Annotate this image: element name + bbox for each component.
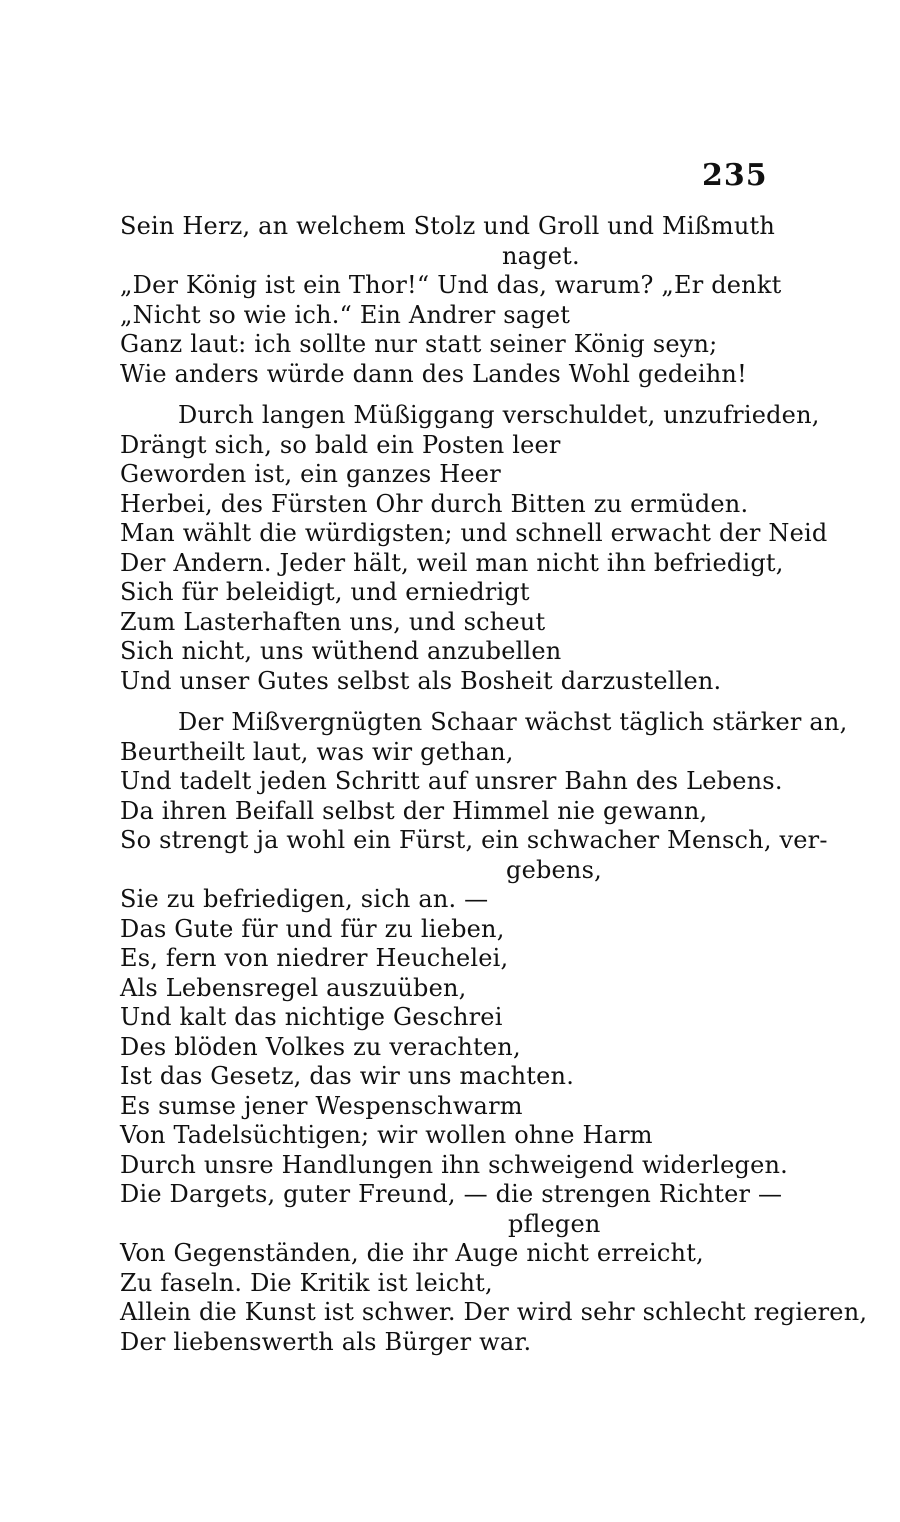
verse-line: Der Mißvergnügten Schaar wächst täglich stärker an,: [178, 708, 848, 736]
poem-text: [120, 212, 868, 1357]
verse-line: Des blöden Volkes zu verachten,: [120, 1032, 521, 1061]
stanza-2: [120, 401, 828, 696]
verse-line: Man wählt die würdigsten; und schnell erwacht der Neid: [120, 519, 828, 547]
stanza-1: [120, 212, 780, 389]
verse-line: Da ihren Beifall selbst der Himmel nie gewann,: [120, 796, 708, 825]
verse-line: Geworden ist, ein ganzes Heer: [120, 460, 501, 488]
verse-line: Und tadelt jeden Schritt auf unsrer Bahn des Lebens.: [120, 767, 783, 795]
verse-line: Und unser Gutes selbst als Bosheit darzustellen.: [120, 666, 722, 695]
verse-line: Beurtheilt laut, was wir gethan,: [120, 737, 514, 766]
verse-line: Herbei, des Fürsten Ohr durch Bitten zu ermüden.: [120, 489, 749, 518]
verse-line: Und kalt das nichtige Geschrei: [120, 1003, 503, 1031]
verse-line: Zum Lasterhaften uns, und scheut: [120, 607, 546, 636]
verse-line: Wie anders würde dann des Landes Wohl gedeihn!: [120, 359, 747, 388]
verse-line: Die Dargets, guter Freund, — die strengen Richter —: [120, 1180, 783, 1208]
verse-line: Allein die Kunst ist schwer. Der wird sehr schlecht regieren,: [120, 1298, 868, 1326]
verse-line-continuation: gebens,: [506, 855, 602, 884]
verse-line: Sie zu befriedigen, sich an. —: [120, 885, 489, 913]
verse-line: Sich für beleidigt, und erniedrigt: [120, 578, 530, 606]
verse-line: Von Tadelsüchtigen; wir wollen ohne Harm: [120, 1121, 653, 1149]
verse-line: Zu faseln. Die Kritik ist leicht,: [120, 1268, 493, 1297]
stanza-3: [120, 708, 868, 1357]
verse-line: „Nicht so wie ich.“ Ein Andrer saget: [120, 300, 571, 329]
verse-line-continuation: naget.: [502, 241, 580, 270]
verse-line: Der liebenswerth als Bürger war.: [120, 1327, 532, 1356]
verse-line: Als Lebensregel auszuüben,: [120, 973, 467, 1002]
verse-line: Das Gute für und für zu lieben,: [120, 914, 505, 943]
verse-line: Sich nicht, uns wüthend anzubellen: [120, 637, 562, 665]
verse-line: Durch unsre Handlungen ihn schweigend widerlegen.: [120, 1150, 788, 1179]
verse-line-continuation: pflegen: [508, 1209, 601, 1238]
verse-line: „Der König ist ein Thor!“ Und das, warum? „Er denkt: [120, 271, 782, 299]
page-number: 235: [702, 158, 768, 193]
verse-line: Drängt sich, so bald ein Posten leer: [120, 430, 561, 459]
verse-line: Es, fern von niedrer Heuchelei,: [120, 944, 509, 972]
verse-line: Es sumse jener Wespenschwarm: [120, 1091, 523, 1120]
verse-line: Ist das Gesetz, das wir uns machten.: [120, 1062, 575, 1090]
verse-line: Durch langen Müßiggang verschuldet, unzufrieden,: [178, 401, 820, 429]
verse-line: Von Gegenständen, die ihr Auge nicht erreicht,: [120, 1239, 704, 1267]
verse-line: Ganz laut: ich sollte nur statt seiner König seyn;: [120, 330, 718, 358]
verse-line: So strengt ja wohl ein Fürst, ein schwacher Mensch, ver-: [120, 826, 828, 854]
verse-line: Sein Herz, an welchem Stolz und Groll und Mißmuth: [120, 212, 775, 240]
verse-line: Der Andern. Jeder hält, weil man nicht ihn befriedigt,: [120, 548, 784, 577]
